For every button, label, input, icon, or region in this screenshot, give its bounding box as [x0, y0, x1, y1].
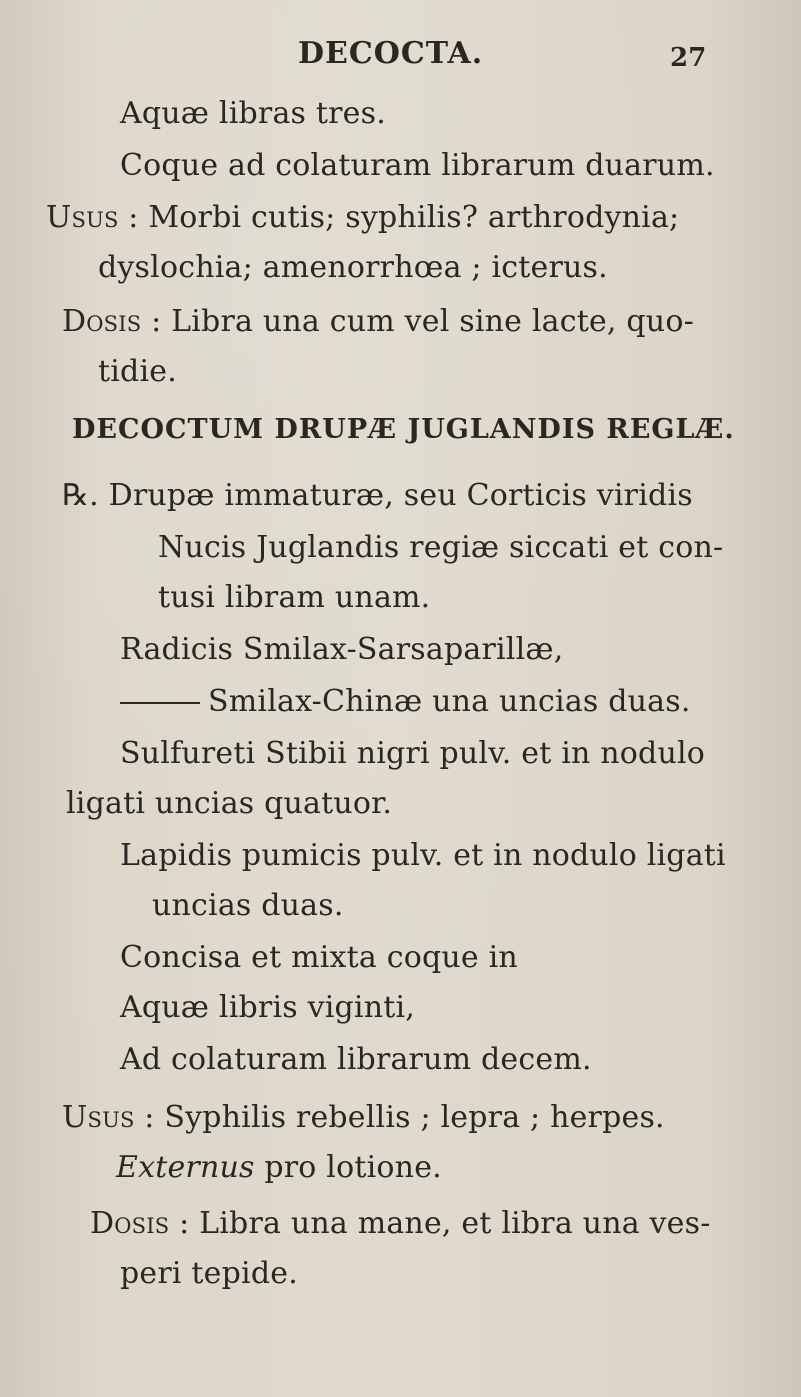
lotione-text: pro lotione. — [264, 1150, 442, 1185]
ditto-dash — [120, 702, 200, 704]
text-line: uncias duas. — [152, 888, 344, 923]
text-line: Aquæ libras tres. — [120, 96, 386, 131]
text-line — [90, 1206, 711, 1242]
text-line: Coque ad colaturam librarum duarum. — [120, 148, 715, 183]
usus-label: Usus : — [62, 1100, 155, 1135]
dosis-label: Dosis : — [90, 1206, 190, 1241]
text-line: peri tepide. — [120, 1256, 298, 1291]
text-line: Nucis Juglandis regiæ siccati et con- — [158, 530, 724, 565]
text-line — [46, 200, 679, 236]
text-line — [120, 684, 691, 720]
text-line: Aquæ libris viginti, — [120, 990, 416, 1025]
dosis-text: Libra una cum vel sine lacte, quo- — [171, 304, 694, 339]
section-title: DECOCTUM DRUPÆ JUGLANDIS REGLÆ. — [72, 414, 735, 445]
text-line: Lapidis pumicis pulv. et in nodulo ligati — [120, 838, 726, 873]
text-line: Radicis Smilax-Sarsaparillæ, — [120, 632, 564, 667]
text-line: Sulfureti Stibii nigri pulv. et in nodulo — [120, 736, 706, 771]
dosis-label: Dosis : — [62, 304, 162, 339]
usus-text: Morbi cutis; syphilis? arthrodynia; — [148, 200, 680, 235]
text-line: dyslochia; amenorrhœa ; icterus. — [98, 250, 608, 285]
page-number: 27 — [670, 43, 707, 73]
text-line: Concisa et mixta coque in — [120, 940, 518, 975]
running-title: DECOCTA. — [298, 36, 484, 71]
externus-word: Externus — [116, 1150, 255, 1185]
text-line: ligati uncias quatuor. — [66, 786, 393, 821]
usus-text: Syphilis rebellis ; lepra ; herpes. — [164, 1100, 665, 1135]
dosis-text: Libra una mane, et libra una ves- — [199, 1206, 711, 1241]
text-line — [62, 1100, 665, 1136]
text-line — [116, 1150, 442, 1186]
text-line: tusi libram unam. — [158, 580, 431, 615]
smilax-china-text: Smilax-Chinæ una uncias duas. — [208, 684, 691, 719]
text-line: tidie. — [98, 354, 177, 389]
text-line: ℞. Drupæ immaturæ, seu Corticis viridis — [62, 478, 693, 513]
usus-label: Usus : — [46, 200, 139, 235]
text-line: Ad colaturam librarum decem. — [120, 1042, 592, 1077]
text-line — [62, 304, 694, 340]
